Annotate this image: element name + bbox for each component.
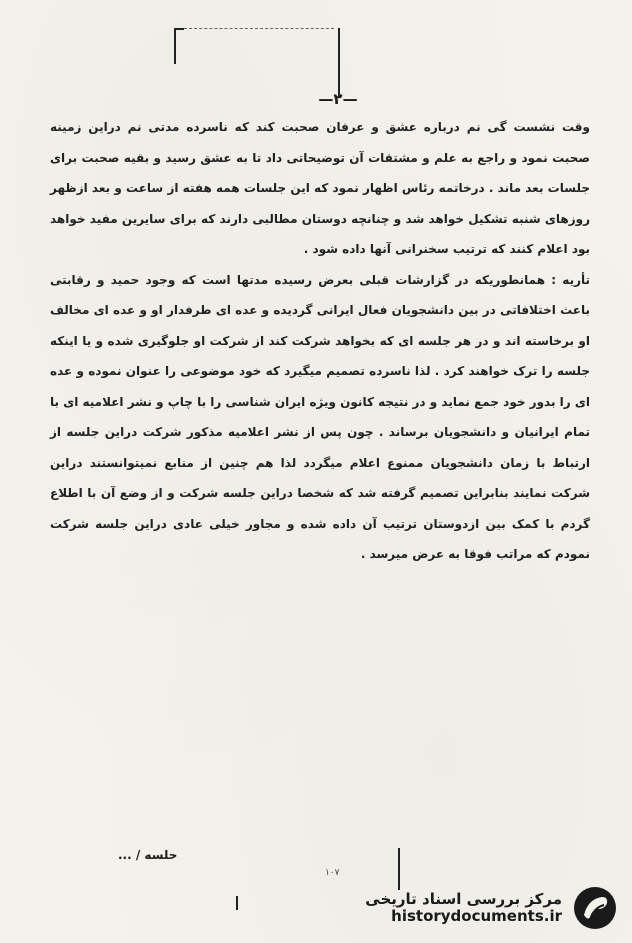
watermark-title: مرکز بررسی اسناد تاریخی [365, 889, 562, 908]
archive-watermark [365, 885, 618, 931]
top-bracket-left [174, 28, 184, 64]
handwritten-stroke [398, 848, 400, 890]
scroll-logo-icon [572, 885, 618, 931]
top-dashed-line [184, 28, 334, 29]
handwritten-tick [236, 896, 238, 910]
watermark-text [365, 891, 562, 926]
top-bracket-right [330, 28, 340, 98]
page-number: —۲— [318, 90, 358, 108]
watermark-url: historydocuments.ir [391, 907, 562, 925]
footer-session-note: حلسه / ... [118, 848, 178, 862]
paragraph-2: تأریه : همانطوریکه در گزارشات قبلی بعرض رسیده مدتها است که وجود حمید و رقابتی باعث اختلافاتی در بین دانشجویان فعال ایرانی گردیده و عده ای طرفدار او و عده ای مخالف او برخاسته اند و در هر جلسه ای که بخواهد شرکت کند از شرکت او جلوگیری شده و یا اینکه جلسه را ترک خواهند کرد . لذا ناسرده تصمیم میگیرد که خود موضوعی را عنوان نموده و عده ای را بدور خود جمع نماید و در نتیجه کانون ویژه ایران شناسی را با چاپ و نشر اعلامیه ای با تمام ایرانیان و دانشجویان برساند . چون پس از نشر اعلامیه مذکور شرکت دراین جلسه از ارتباط با زمان دانشجویان ممنوع اعلام میگردد لذا هم چنین از منابع نمیتوانستند دراین شرکت نمایند بنابراین تصمیم گرفته شد که شخصا دراین جلسه شرکت و از وضع آن با اطلاع گردم با کمک بین ازدوستان ترتیب آن داده شده و مجاور خیلی عادی دراین جلسه شرکت نمودم که مراتب فوقا به عرض میرسد . [50, 272, 590, 561]
footer-mark: ۱۰۷ [325, 868, 340, 878]
document-body [50, 112, 590, 570]
paragraph-1: وقت نشست گی نم درباره عشق و عرفان صحبت کند که ناسرده مدتی نم دراین زمینه صحبت نمود و راجع به علم و مشتقات آن توضیحاتی داد تا به عشق رسید و بقیه صحبت برای جلسات بعد ماند . درخاتمه رئاس اظهار نمود که این جلسات همه هفته از ساعت و بعد ازظهر روزهای شنبه تشکیل خواهد شد و چنانچه دوستان مطالبی دارند که برای سایرین مفید خواهد بود اعلام کنند که ترتیب سخنرانی آنها داده شود . [50, 120, 590, 256]
